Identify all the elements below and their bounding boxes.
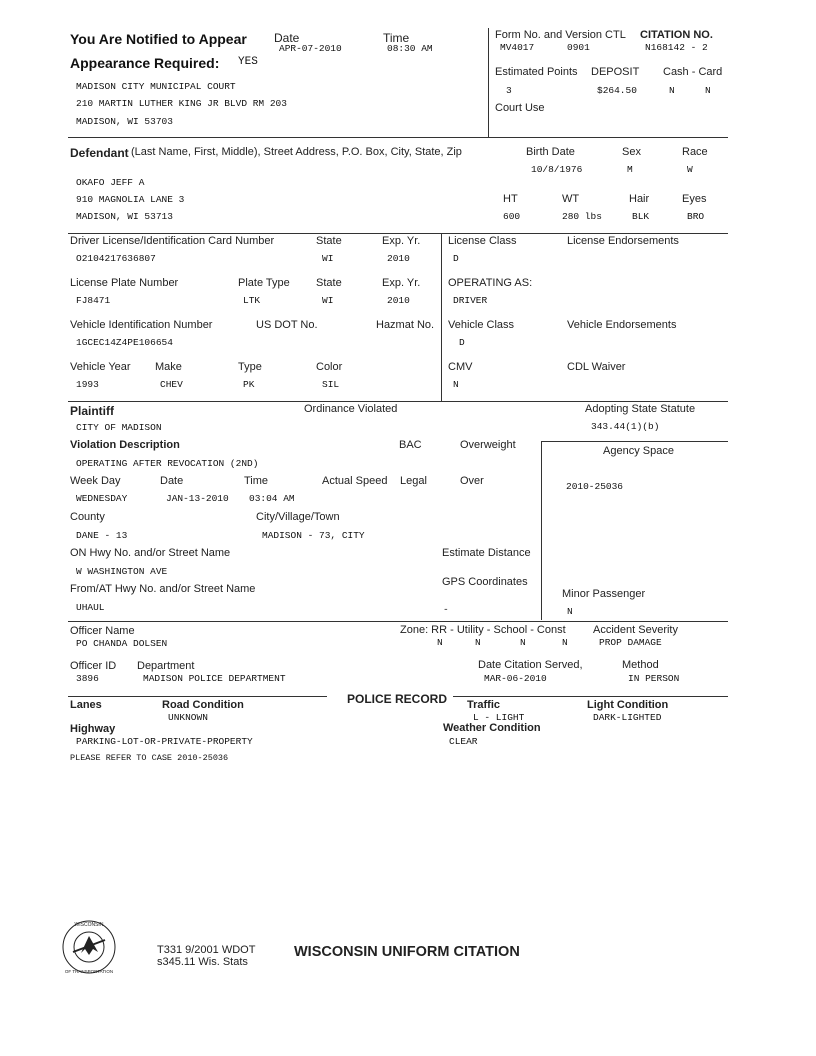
agency-box-left — [541, 441, 542, 620]
vehicle-year-value: 1993 — [76, 379, 99, 390]
served-value: MAR-06-2010 — [484, 673, 547, 684]
plate-exp-value: 2010 — [387, 295, 410, 306]
plaintiff-label: Plaintiff — [70, 404, 114, 418]
make-label: Make — [155, 361, 182, 373]
form-no: MV4017 — [500, 42, 535, 53]
from-hwy-label: From/AT Hwy No. and/or Street Name — [70, 583, 256, 595]
legal-label: Legal — [400, 475, 427, 487]
race-label: Race — [682, 146, 708, 158]
plate-label: License Plate Number — [70, 277, 179, 289]
appearance-value: YES — [238, 56, 258, 68]
cmv-value: N — [453, 379, 459, 390]
over-label: Over — [460, 475, 484, 487]
department-label: Department — [137, 660, 195, 672]
city-town-value: MADISON - 73, CITY — [262, 530, 365, 541]
method-value: IN PERSON — [628, 673, 680, 684]
vehicle-year-label: Vehicle Year — [70, 361, 131, 373]
court-use-label: Court Use — [495, 102, 545, 114]
highway-label: Highway — [70, 723, 116, 735]
appearance-label: Appearance Required: — [70, 55, 220, 71]
appear-time-label: Time — [383, 31, 410, 45]
lanes-label: Lanes — [70, 699, 102, 711]
dl-exp-value: 2010 — [387, 253, 410, 264]
dl-exp-label: Exp. Yr. — [382, 235, 421, 247]
header-divider — [488, 28, 489, 137]
court-line-1: MADISON CITY MUNICIPAL COURT — [76, 81, 236, 92]
agency-box-top — [541, 441, 728, 442]
svg-text:WISCONSIN: WISCONSIN — [74, 922, 104, 928]
traffic-value: L - LIGHT — [473, 712, 525, 723]
form-code: T331 9/2001 WDOT — [157, 944, 256, 956]
officer-id-value: 3896 — [76, 673, 99, 684]
hair-value: BLK — [632, 211, 650, 222]
points-label: Estimated Points — [495, 66, 578, 78]
method-label: Method — [622, 659, 659, 671]
severity-value: PROP DAMAGE — [599, 637, 662, 648]
weekday-value: WEDNESDAY — [76, 493, 128, 504]
cash-value: N — [669, 85, 675, 96]
police-record-title: POLICE RECORD — [347, 692, 448, 706]
plate-type-value: LTK — [243, 295, 261, 306]
light-condition-label: Light Condition — [587, 699, 669, 711]
race-value: W — [687, 164, 693, 175]
gps-label: GPS Coordinates — [442, 576, 528, 588]
vehicle-class-label: Vehicle Class — [448, 319, 515, 331]
appear-time-value: 08:30 AM — [387, 43, 433, 54]
divider-officer — [68, 621, 728, 622]
police-record-rule-left — [68, 696, 327, 697]
city-town-label: City/Village/Town — [256, 511, 340, 523]
license-endorse-label: License Endorsements — [567, 235, 679, 247]
vin-label: Vehicle Identification Number — [70, 319, 213, 331]
from-hwy-value: UHAUL — [76, 602, 105, 613]
officer-name-value: PO CHANDA DOLSEN — [76, 638, 168, 649]
county-value: DANE - 13 — [76, 530, 128, 541]
svg-text:OF TRANSPORTATION: OF TRANSPORTATION — [64, 969, 114, 974]
plate-state-label: State — [316, 277, 342, 289]
hwy-value: W WASHINGTON AVE — [76, 566, 168, 577]
case-note: PLEASE REFER TO CASE 2010-25036 — [70, 753, 229, 763]
type-value: PK — [243, 379, 255, 390]
wt-label: WT — [562, 193, 580, 205]
plate-type-label: Plate Type — [238, 277, 290, 289]
divider-plaintiff — [68, 401, 728, 402]
birth-value: 10/8/1976 — [531, 164, 583, 175]
type-label: Type — [238, 361, 262, 373]
minor-passenger-value: N — [567, 606, 573, 617]
cmv-label: CMV — [448, 361, 473, 373]
defendant-label-rest: (Last Name, First, Middle), Street Address, P.O. Box, City, State, Zip — [131, 146, 462, 158]
citation-label: CITATION NO. — [640, 29, 713, 41]
overweight-label: Overweight — [460, 439, 516, 451]
deposit-value: $264.50 — [597, 85, 637, 96]
color-label: Color — [316, 361, 343, 373]
agency-value: 2010-25036 — [566, 481, 624, 492]
points-value: 3 — [506, 85, 512, 96]
vehicle-endorse-label: Vehicle Endorsements — [567, 319, 677, 331]
zone-utility-value: N — [475, 637, 481, 648]
sex-value: M — [627, 164, 633, 175]
road-condition-label: Road Condition — [162, 699, 244, 711]
ht-label: HT — [503, 193, 518, 205]
birth-label: Birth Date — [526, 146, 575, 158]
violation-time-value: 03:04 AM — [249, 493, 295, 504]
dot-label: US DOT No. — [256, 319, 318, 331]
dl-state-value: WI — [322, 253, 334, 264]
make-value: CHEV — [160, 379, 183, 390]
statute-label: Adopting State Statute — [585, 403, 696, 415]
wt-value: 280 lbs — [562, 211, 602, 222]
wisdot-seal-icon — [60, 918, 118, 976]
notified-title: You Are Notified to Appear — [70, 31, 247, 47]
bac-label: BAC — [399, 439, 422, 451]
sex-label: Sex — [622, 146, 641, 158]
license-class-value: D — [453, 253, 459, 264]
operating-label: OPERATING AS: — [448, 277, 533, 289]
traffic-label: Traffic — [467, 699, 501, 711]
license-class-label: License Class — [448, 235, 517, 247]
speed-label: Actual Speed — [322, 475, 388, 487]
vin-value: 1GCEC14Z4PE106654 — [76, 337, 173, 348]
hazmat-label: Hazmat No. — [376, 319, 435, 331]
court-line-3: MADISON, WI 53703 — [76, 116, 173, 127]
deposit-label: DEPOSIT — [591, 66, 640, 78]
appear-date-label: Date — [274, 31, 300, 45]
eyes-value: BRO — [687, 211, 705, 222]
violation-desc-label: Violation Description — [70, 439, 180, 451]
vehicle-class-value: D — [459, 337, 465, 348]
divider-defendant — [68, 137, 728, 138]
light-condition-value: DARK-LIGHTED — [593, 712, 662, 723]
plate-value: FJ8471 — [76, 295, 111, 306]
severity-label: Accident Severity — [593, 624, 678, 636]
officer-id-label: Officer ID — [70, 660, 117, 672]
served-label: Date Citation Served, — [478, 659, 583, 671]
color-value: SIL — [322, 379, 340, 390]
defendant-street: 910 MAGNOLIA LANE 3 — [76, 194, 185, 205]
agency-label: Agency Space — [603, 445, 674, 457]
violation-desc-value: OPERATING AFTER REVOCATION (2ND) — [76, 458, 259, 469]
operating-value: DRIVER — [453, 295, 488, 306]
defendant-city: MADISON, WI 53713 — [76, 211, 173, 222]
plaintiff-value: CITY OF MADISON — [76, 422, 162, 433]
violation-time-label: Time — [244, 475, 269, 487]
gps-value: - — [443, 604, 449, 615]
department-value: MADISON POLICE DEPARTMENT — [143, 673, 286, 684]
defendant-label: Defendant — [70, 146, 129, 160]
county-label: County — [70, 511, 105, 523]
court-line-2: 210 MARTIN LUTHER KING JR BLVD RM 203 — [76, 98, 287, 109]
distance-label: Estimate Distance — [442, 547, 531, 559]
weekday-label: Week Day — [70, 475, 121, 487]
form-statute: s345.11 Wis. Stats — [157, 956, 248, 968]
zone-label: Zone: RR - Utility - School - Const — [400, 624, 566, 636]
ordinance-label: Ordinance Violated — [304, 403, 398, 415]
cdl-waiver-label: CDL Waiver — [567, 361, 626, 373]
cash-card-label: Cash - Card — [663, 66, 723, 78]
hair-label: Hair — [629, 193, 650, 205]
zone-rr-value: N — [437, 637, 443, 648]
appear-date-value: APR-07-2010 — [279, 43, 342, 54]
eyes-label: Eyes — [682, 193, 707, 205]
defendant-name: OKAFO JEFF A — [76, 177, 145, 188]
hwy-label: ON Hwy No. and/or Street Name — [70, 547, 231, 559]
citation-title: WISCONSIN UNIFORM CITATION — [294, 944, 520, 960]
dl-value: O2104217636807 — [76, 253, 156, 264]
card-value: N — [705, 85, 711, 96]
officer-name-label: Officer Name — [70, 625, 135, 637]
divider-license — [68, 233, 728, 234]
statute-value: 343.44(1)(b) — [591, 421, 660, 432]
road-condition-value: UNKNOWN — [168, 712, 208, 723]
zone-const-value: N — [562, 637, 568, 648]
ctl-value: 0901 — [567, 42, 590, 53]
weather-value: CLEAR — [449, 736, 478, 747]
license-divider — [441, 233, 442, 401]
plate-state-value: WI — [322, 295, 334, 306]
violation-date-value: JAN-13-2010 — [166, 493, 229, 504]
highway-value: PARKING-LOT-OR-PRIVATE-PROPERTY — [76, 736, 253, 747]
zone-school-value: N — [520, 637, 526, 648]
police-record-rule-right — [453, 696, 728, 697]
citation-no: N168142 - 2 — [645, 42, 708, 53]
dl-state-label: State — [316, 235, 342, 247]
dl-label: Driver License/Identification Card Number — [70, 235, 275, 247]
violation-date-label: Date — [160, 475, 184, 487]
ht-value: 600 — [503, 211, 521, 222]
weather-label: Weather Condition — [443, 722, 541, 734]
minor-passenger-label: Minor Passenger — [562, 588, 646, 600]
form-label: Form No. and Version CTL — [495, 29, 626, 41]
plate-exp-label: Exp. Yr. — [382, 277, 421, 289]
